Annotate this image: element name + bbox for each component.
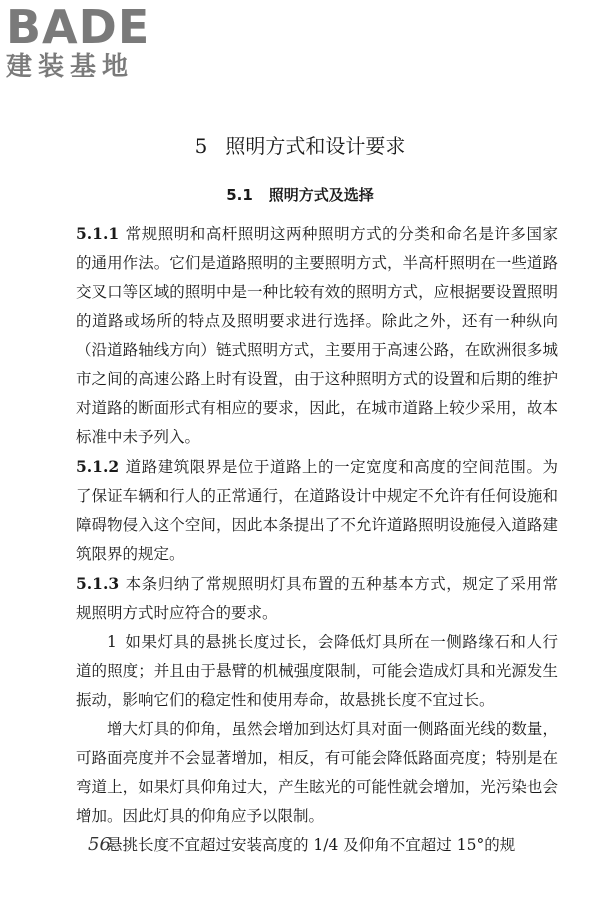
clause-5-1-2	[76, 452, 558, 569]
document-body	[76, 219, 558, 860]
bade-logo	[6, 0, 181, 82]
paragraph: 增大灯具的仰角，虽然会增加到达灯具对面一侧路面光线的数量，可路面亮度并不会显著增加，相反，有可能会降低路面亮度；特别是在弯道上，如果灯具仰角过大，产生眩光的可能性就会增加，光污染也会增加。因此灯具的仰角应予以限制。	[76, 720, 558, 825]
clause-text: 本条归纳了常规照明灯具布置的五种基本方式，规定了采用常规照明方式时应符合的要求。	[76, 575, 558, 622]
item-text: 如果灯具的悬挑长度过长，会降低灯具所在一侧路缘石和人行道的照度；并且由于悬臂的机械强度限制，可能会造成灯具和光源发生振动，影响它们的稳定性和使用寿命，故悬挑长度不宜过长。	[76, 633, 558, 709]
clause-text: 常规照明和高杆照明这两种照明方式的分类和命名是许多国家的通用作法。它们是道路照明的主要照明方式，半高杆照明在一些道路交叉口等区域的照明中是一种比较有效的照明方式，应根据要设置照明的道路或场所的特点及照明要求进行选择。除此之外，还有一种纵向（沿道路轴线方向）链式照明方式，主要用于高速公路，在欧洲很多城市之间的高速公路上时有设置，由于这种照明方式的设置和后期的维护对道路的断面形式有相应的要求，因此，在城市道路上较少采用，故本标准中未予列入。	[76, 225, 558, 446]
section-heading	[0, 184, 600, 206]
page-number: 56	[88, 834, 111, 855]
chapter-heading	[0, 132, 600, 160]
clause-5-1-1	[76, 219, 558, 452]
section-title: 照明方式及选择	[268, 186, 374, 204]
item-number: 1	[107, 633, 117, 651]
chapter-title: 照明方式和设计要求	[225, 134, 406, 158]
clause-5-1-3	[76, 569, 558, 628]
chapter-number: 5	[194, 134, 208, 158]
clause-number: 5.1.2	[76, 457, 120, 476]
list-item-1	[76, 628, 558, 715]
section-number: 5.1	[226, 186, 253, 204]
clause-number: 5.1.1	[76, 224, 120, 243]
logo-wordmark: BADE	[6, 0, 151, 54]
clause-text: 道路建筑限界是位于道路上的一定宽度和高度的空间范围。为了保证车辆和行人的正常通行，在道路设计中规定不允许有任何设施和障碍物侵入这个空间，因此本条提出了不允许道路照明设施侵入道路建筑限界的规定。	[76, 458, 558, 563]
paragraph: 悬挑长度不宜超过安装高度的 1/4 及仰角不宜超过 15°的规	[107, 836, 516, 854]
clause-number: 5.1.3	[76, 574, 120, 593]
logo-subtitle: 建装基地	[6, 52, 135, 82]
